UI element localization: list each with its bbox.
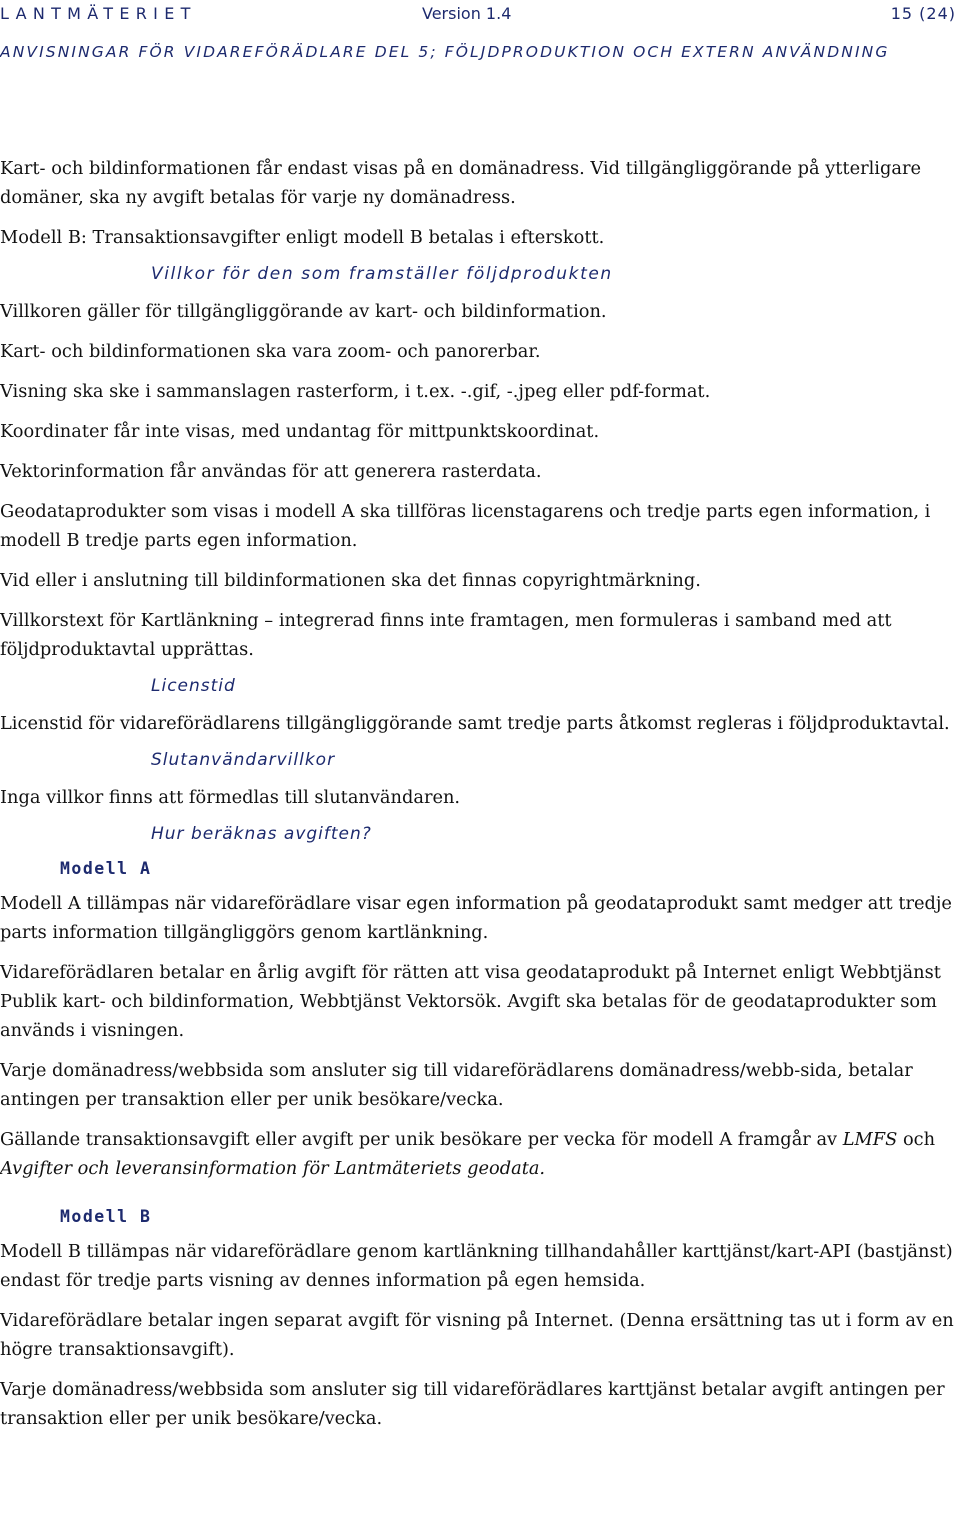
heading-slutanvandarvillkor: Slutanvändarvillkor <box>151 750 336 770</box>
paragraph-text: Gällande transaktionsavgift eller avgift per unik besökare per vecka för modell A framgår av <box>0 1129 843 1150</box>
paragraph-text: och <box>897 1129 936 1150</box>
heading-modell-b: Modell B <box>60 1207 152 1226</box>
heading-modell-a: Modell A <box>60 859 152 878</box>
header-subtitle: ANVISNINGAR FÖR VIDAREFÖRÄDLARE DEL 5; FÖLJDPRODUKTION OCH EXTERN ANVÄNDNING <box>0 43 890 61</box>
paragraph: Visning ska ske i sammanslagen rasterform, i t.ex. -.gif, -.jpeg eller pdf-format. <box>0 381 711 402</box>
reference-lmfs: LMFS <box>842 1129 898 1150</box>
paragraph: Varje domänadress/webbsida som ansluter sig till vidareförädlares karttjänst betalar avgift antingen per transaktion eller per unik besökare/vecka. <box>0 1379 945 1429</box>
paragraph <box>0 1125 958 1183</box>
paragraph: Vektorinformation får användas för att generera rasterdata. <box>0 461 542 482</box>
paragraph: Varje domänadress/webbsida som ansluter sig till vidareförädlarens domänadress/webb-sida, betalar antingen per transaktion eller per unik besökare/vecka. <box>0 1060 913 1110</box>
document-body <box>0 154 958 1433</box>
paragraph: Modell B tillämpas när vidareförädlare genom kartlänkning tillhandahåller karttjänst/kart-API (bastjänst) endast för tredje parts visning av dennes information på egen hemsida. <box>0 1241 953 1291</box>
paragraph: Vidareförädlare betalar ingen separat avgift för visning på Internet. (Denna ersättning tas ut i form av en högre transaktionsavgift). <box>0 1310 954 1360</box>
heading-licenstid: Licenstid <box>151 676 236 696</box>
header-version: Version 1.4 <box>422 4 512 23</box>
paragraph: Geodataprodukter som visas i modell A ska tillföras licenstagarens och tredje parts egen information, i modell B tredje parts egen information. <box>0 501 931 551</box>
paragraph: Villkorstext för Kartlänkning – integrerad finns inte framtagen, men formuleras i samband med att följdproduktavtal upprättas. <box>0 610 892 660</box>
paragraph: Modell A tillämpas när vidareförädlare visar egen information på geodataprodukt samt medger att tredje parts information tillgängliggörs genom kartlänkning. <box>0 893 952 943</box>
heading-hur-beraknas-avgiften: Hur beräknas avgiften? <box>151 824 372 844</box>
paragraph: Koordinater får inte visas, med undantag för mittpunktskoordinat. <box>0 421 600 442</box>
heading-villkor: Villkor för den som framställer följdprodukten <box>151 264 613 284</box>
paragraph: Vid eller i anslutning till bildinformationen ska det finnas copyrightmärkning. <box>0 570 701 591</box>
header-page-number: 15 (24) <box>890 4 956 23</box>
header-org: LANTMÄTERIET <box>0 4 197 23</box>
paragraph: Kart- och bildinformationen ska vara zoom- och panorerbar. <box>0 341 541 362</box>
reference-avgifter: Avgifter och leveransinformation för Lantmäteriets geodata. <box>0 1158 546 1179</box>
paragraph: Villkoren gäller för tillgängliggörande av kart- och bildinformation. <box>0 301 607 322</box>
paragraph: Kart- och bildinformationen får endast visas på en domänadress. Vid tillgängliggörande på ytterligare domäner, ska ny avgift betalas för varje ny domänadress. <box>0 158 921 208</box>
paragraph: Licenstid för vidareförädlarens tillgängliggörande samt tredje parts åtkomst regleras i följdproduktavtal. <box>0 713 950 734</box>
paragraph: Vidareförädlaren betalar en årlig avgift för rätten att visa geodataprodukt på Internet enligt Webbtjänst Publik kart- och bildinformation, Webbtjänst Vektorsök. Avgift ska betalas för de geodataprodukter som används i visningen. <box>0 962 941 1041</box>
paragraph: Modell B: Transaktionsavgifter enligt modell B betalas i efterskott. <box>0 227 605 248</box>
paragraph: Inga villkor finns att förmedlas till slutanvändaren. <box>0 787 461 808</box>
